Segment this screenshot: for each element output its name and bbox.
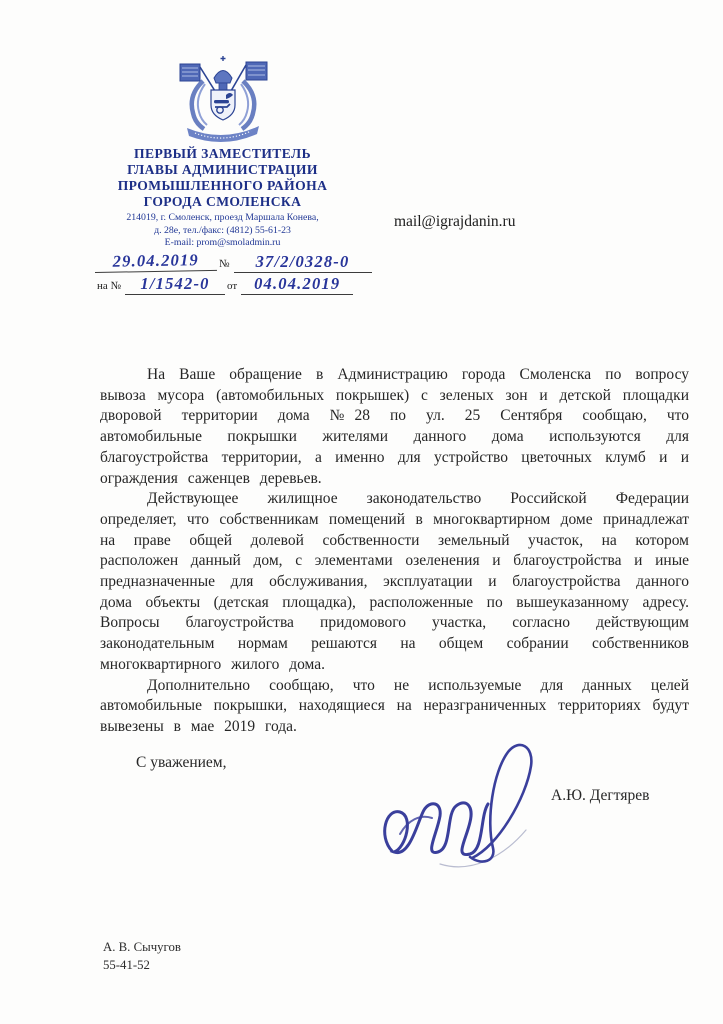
body-paragraph: Действующее жилищное законодательство Российской Федерации определяет, что собственникам помещений в многоквартирном доме принадлежат на праве общей долевой собственности земельный участок, на котором расположен данный дом, с элементами озеленения и благоустройства и иные предназначенные для обслуживания, эксплуатации и благоустройства данного дома объекты (детская площадка), расположенные по вышеуказанному адресу. Вопросы благоустройства придомового участка, согласно действующим законодательным нормам решаются на общем собрании собственников многоквартирного жилого дома. <box>100 490 689 673</box>
org-title-line: ГОРОДА СМОЛЕНСКА <box>143 194 302 209</box>
address-line: 214019, г. Смоленск, проезд Маршала Конева, <box>126 212 319 223</box>
executor-block <box>103 939 181 974</box>
reference-block <box>95 252 387 295</box>
reply-to-label: на № <box>97 280 122 292</box>
smolensk-coat-of-arms-icon <box>167 54 279 144</box>
signer-name: А.Ю. Дегтярев <box>551 787 650 804</box>
flag-left <box>180 64 200 81</box>
flag-right <box>246 62 267 80</box>
org-title-line: ПЕРВЫЙ ЗАМЕСТИТЕЛЬ <box>134 146 311 161</box>
org-title <box>70 146 375 210</box>
address-line: E-mail: prom@smoladmin.ru <box>164 237 281 249</box>
signature-ink-icon <box>380 736 552 876</box>
org-address <box>70 212 375 250</box>
letter-body <box>100 365 689 738</box>
org-title-line: ПРОМЫШЛЕННОГО РАЙОНА <box>117 178 328 193</box>
outgoing-number-handwritten: 37/2/0328-0 <box>234 252 372 273</box>
body-paragraph: На Ваше обращение в Администрацию города Смоленска по вопросу вывоза мусора (автомобильных покрышек) с зеленых зон и детской площадки дворовой территории дома №28 по ул. 25 Сентября сообщаю, что автомобильные покрышки жителями данного дома используются для благоустройства территории, а именно для устройство цветочных клумб и и ограждения саженцев деревьев. <box>100 366 689 487</box>
reply-date-label: от <box>227 280 238 292</box>
reference-line-incoming <box>95 274 387 295</box>
closing-salutation: С уважением, <box>136 754 227 771</box>
outgoing-date-handwritten: 29.04.2019 <box>95 250 217 273</box>
address-line: д. 28е, тел./факс: (4812) 55-61-23 <box>154 224 291 236</box>
reference-line-outgoing <box>95 252 387 273</box>
incoming-date-handwritten: 04.04.2019 <box>241 274 353 295</box>
org-title-line: ГЛАВЫ АДМИНИСТРАЦИИ <box>127 162 318 177</box>
incoming-number-handwritten: 1/1542-0 <box>125 274 225 295</box>
executor-name: А. В. Сычугов <box>103 940 181 954</box>
recipient-email: mail@igrajdanin.ru <box>394 213 516 230</box>
body-paragraph: Дополнительно сообщаю, что не используемые для данных целей автомобильные покрышки, находящиеся на неразграниченных территориях будут вывезены в мае 2019 года. <box>100 676 689 735</box>
executor-phone: 55-41-52 <box>103 957 150 972</box>
number-label: № <box>219 258 230 270</box>
